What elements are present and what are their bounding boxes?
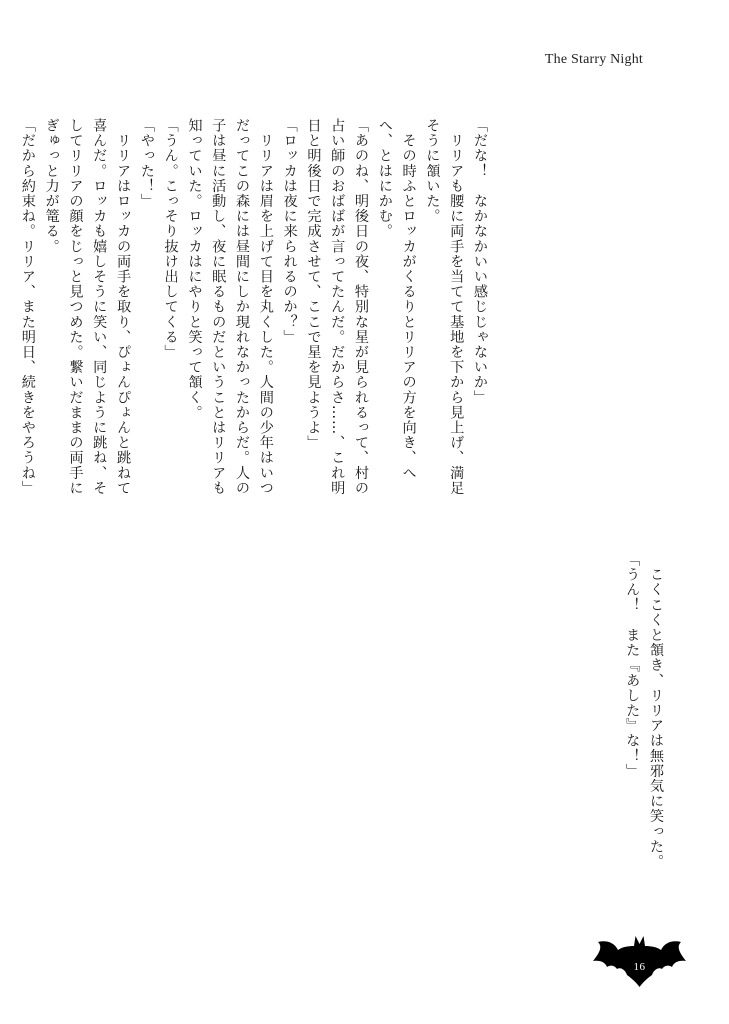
text-line: だってこの森には昼間にしか現れなかったからだ。人の [234,118,251,496]
text-line: リリアも腰に両手を当てて基地を下から見上げ、満足 [448,118,465,496]
text-line: 「だな！ なかなかいい感じじゃないか」 [472,118,488,405]
text-line: 知っていた。ロッカはにやりと笑って頷く。 [186,118,203,420]
text-line: 「うん！ また『あした』な！」 [624,552,641,779]
text-line: 「ロッカは夜に来られるのか？」 [281,118,298,345]
text-line: 「うん。こっそり抜け出してくる」 [162,118,179,360]
body-text-upper [19,118,491,518]
text-line: へ、とはにかむ。 [376,118,393,239]
text-line: 日と明後日で完成させて、ここで星を見ようよ」 [305,118,322,451]
text-line: こくこくと頷き、リリアは無邪気に笑った。 [648,552,664,870]
text-line: 子は昼に活動し、夜に眠るものだということはリリアも [210,118,227,496]
text-line: 「あのね、明後日の夜、特別な星が見られるって、村の [353,118,370,496]
running-header: The Starry Night [544,52,643,67]
text-line: してリリアの顔をじっと見つめた。繋いだままの両手に [67,118,84,496]
text-line: そうに頷いた。 [424,118,441,224]
text-line: 占い師のおばばが言ってたんだ。だからさ……、これ明 [329,118,346,496]
text-line: リリアはロッカの両手を取り、ぴょんぴょんと跳ねて [115,118,132,496]
text-line: 「だから約束ね。リリア、また明日、続きをやろうね」 [19,118,36,496]
text-line: リリアは眉を上げて目を丸くした。人間の少年はいつ [257,118,274,496]
text-line: 喜んだ。ロッカも嬉しそうに笑い、同じように跳ね、そ [91,118,108,496]
bat-icon [592,930,687,990]
body-text-lower [611,552,667,882]
text-line: 「やった！」 [138,118,155,209]
text-line: ぎゅっと力が篭る。 [43,118,60,254]
text-line: その時ふとロッカがくるりとリリアの方を向き、へ [400,118,417,481]
page-number: 16 [633,961,646,973]
